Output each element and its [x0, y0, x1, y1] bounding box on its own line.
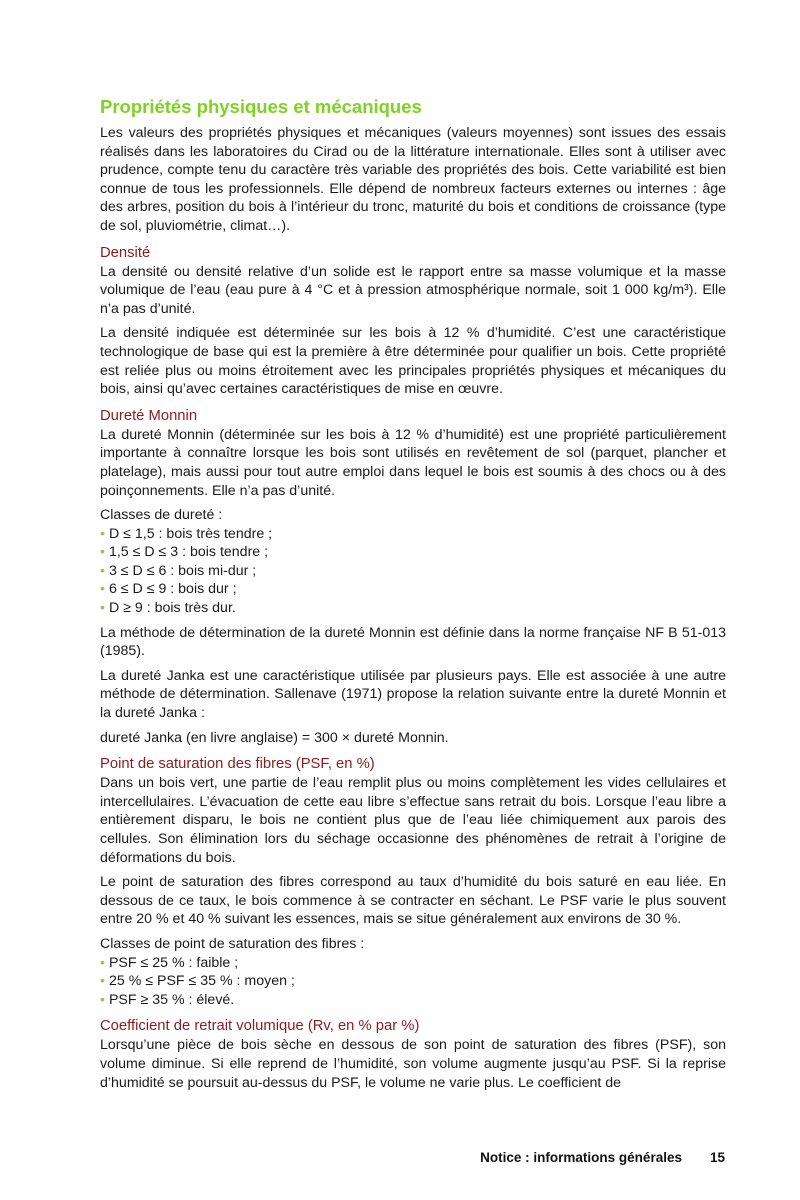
psf-classes-list [100, 954, 726, 1010]
psf-heading: Point de saturation des fibres (PSF, en %) [100, 756, 375, 773]
list-item: • D ≤ 1,5 : bois très tendre ; [100, 525, 273, 542]
psf-paragraph-1: Dans un bois vert, une partie de l’eau remplit plus ou moins complètement les vides cellulaires et intercellulaires. L’évacuation de cette eau libre s’effectue sans retrait du bois. Lorsque l’eau libre a entièrement disparu, le bois ne contient plus que de l’eau liée chimiquement aux parois des cellules. Son élimination lors du séchage occasionne des phénomènes de retrait à l’origine de déformations du bois. [100, 775, 726, 866]
list-item: • PSF ≤ 25 % : faible ; [100, 954, 239, 971]
list-item: • D ≥ 9 : bois très dur. [100, 600, 236, 617]
footer-label: Notice : informations générales [480, 1150, 682, 1165]
psf-paragraph-2: Le point de saturation des fibres correspond au taux d’humidité du bois saturé en eau liée. En dessous de ce taux, le bois commence à se contracter en séchant. Le PSF varie le plus souvent entre 20 % et 40 % suivant les essences, mais se situe généralement aux environs de 30 %. [100, 874, 726, 928]
durete-classes-label: Classes de dureté : [100, 507, 223, 524]
durete-classes-list [100, 525, 726, 618]
psf-classes-label: Classes de point de saturation des fibres : [100, 935, 365, 952]
densite-paragraph-2: La densité indiquée est déterminée sur les bois à 12 % d’humidité. C’est une caractéristique technologique de base qui est la première à être déterminée pour qualifier un bois. Cette propriété est reliée plus ou moins étroitement avec les principales propriétés physiques et mécaniques du bois, ainsi qu’avec certaines caractéristiques de mise en œuvre. [100, 325, 726, 398]
bullet-icon: • [100, 544, 105, 561]
section-title: Propriétés physiques et mécaniques [100, 96, 422, 117]
densite-heading: Densité [100, 244, 151, 261]
bullet-icon: • [100, 562, 105, 579]
list-item: • 3 ≤ D ≤ 6 : bois mi-dur ; [100, 562, 257, 579]
retrait-heading: Coefficient de retrait volumique (Rv, en % par %) [100, 1018, 420, 1035]
retrait-paragraph-1: Lorsqu’une pièce de bois sèche en dessous de son point de saturation des fibres (PSF), son volume diminue. Si elle reprend de l’humidité, son volume augmente jusqu’au PSF. Si la reprise d’humidité se poursuit au-dessus du PSF, le volume ne varie plus. Le coefficient de [100, 1037, 726, 1091]
bullet-icon: • [100, 600, 105, 617]
durete-heading: Dureté Monnin [100, 407, 198, 424]
durete-formula: dureté Janka (en livre anglaise) = 300 × dureté Monnin. [100, 729, 449, 746]
page-content [100, 95, 726, 1098]
bullet-icon: • [100, 991, 105, 1008]
list-item: • 1,5 ≤ D ≤ 3 : bois tendre ; [100, 544, 269, 561]
bullet-icon: • [100, 954, 105, 971]
bullet-icon: • [100, 581, 105, 598]
densite-paragraph-1: La densité ou densité relative d’un solide est le rapport entre sa masse volumique et la masse volumique de l’eau (eau pure à 4 °C et à pression atmosphérique normale, soit 1 000 kg/m³). Elle n’a pas d’unité. [100, 263, 726, 317]
page-number: 15 [709, 1150, 725, 1165]
list-item: • 6 ≤ D ≤ 9 : bois dur ; [100, 581, 237, 598]
list-item: • PSF ≥ 35 % : élevé. [100, 991, 235, 1008]
durete-paragraph-3: La dureté Janka est une caractéristique utilisée par plusieurs pays. Elle est associée à une autre méthode de détermination. Sallenave (1971) propose la relation suivante entre la dureté Monnin et la dureté Janka : [100, 667, 726, 722]
page-footer [480, 1150, 725, 1165]
bullet-icon: • [100, 525, 105, 542]
list-item: • 25 % ≤ PSF ≤ 35 % : moyen ; [100, 973, 295, 990]
bullet-icon: • [100, 973, 105, 990]
durete-paragraph-1: La dureté Monnin (déterminée sur les bois à 12 % d’humidité) est une propriété particulièrement importante à connaître lorsque les bois sont utilisés en revêtement de sol (parquet, plancher et platelage), mais aussi pour tout autre emploi dans lequel le bois est soumis à des chocs ou à des poinçonnements. Elle n’a pas d’unité. [100, 426, 726, 499]
intro-paragraph: Les valeurs des propriétés physiques et mécaniques (valeurs moyennes) sont issues des essais réalisés dans les laboratoires du Cirad ou de la littérature internationale. Elles sont à utiliser avec prudence, compte tenu du caractère très variable des propriétés des bois. Cette variabilité est bien connue de tous les professionnels. Elle dépend de nombreux facteurs externes ou internes : âge des arbres, position du bois à l’intérieur du tronc, maturité du bois et conditions de croissance (type de sol, pluviométrie, climat…). [100, 125, 726, 234]
durete-paragraph-2: La méthode de détermination de la dureté Monnin est définie dans la norme française NF B 51-013 (1985). [100, 624, 726, 660]
